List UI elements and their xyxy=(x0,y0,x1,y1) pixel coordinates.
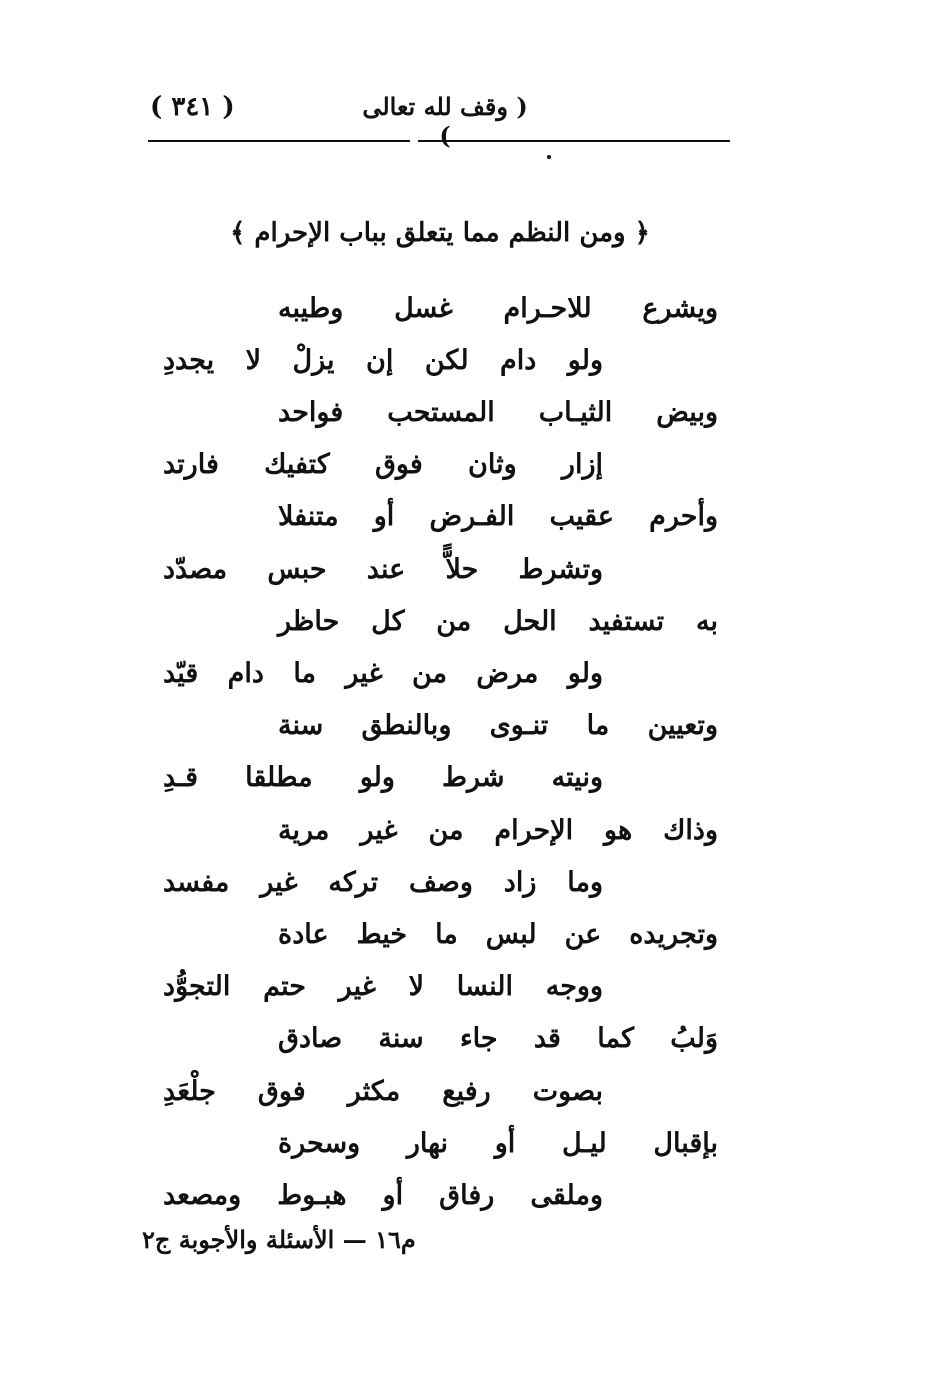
verse-word: حاظر xyxy=(278,605,340,637)
verse-word: التجوُّد xyxy=(163,971,231,1003)
verse-word: ولو xyxy=(359,762,395,794)
verse-word: أو xyxy=(373,501,395,533)
verse-word: لا xyxy=(245,344,262,376)
verse-word: لبس xyxy=(485,918,537,950)
verse-word: إن xyxy=(366,344,394,376)
verse-word: خيط xyxy=(356,918,408,950)
verse-line xyxy=(278,808,718,852)
verse-word: تركه xyxy=(328,866,379,898)
verse-word: هو xyxy=(604,814,633,846)
verse-word: المستحب xyxy=(387,396,495,428)
verse-word: مصدّد xyxy=(163,553,228,585)
verse-word: النسا xyxy=(456,971,513,1003)
verse-word: وَلبُ xyxy=(670,1023,718,1055)
verse-word: وما xyxy=(567,866,603,898)
verse-word: وثان xyxy=(468,449,517,481)
verse-word: وبيض xyxy=(656,396,718,428)
verse-word: الفـرض xyxy=(429,501,515,533)
verse-word: وبالنطق xyxy=(361,710,452,742)
verse-word: كتفيك xyxy=(264,449,330,481)
verse-word: نهار xyxy=(406,1127,449,1159)
page-number: ( ٣٤١ ) xyxy=(150,92,235,122)
verse-word: وذاك xyxy=(663,814,718,846)
verse-word: الإحرام xyxy=(494,814,574,846)
verse-word: حبس xyxy=(267,553,327,585)
verse-word: الحل xyxy=(503,605,557,637)
verse-line xyxy=(278,704,718,748)
verse-word: لكن xyxy=(424,344,469,376)
verse-word: مكثر xyxy=(347,1075,401,1107)
verse-word: أو xyxy=(382,1179,404,1211)
verse-word: غير xyxy=(260,866,298,898)
verse-word: يزلْ xyxy=(292,344,335,376)
verse-word: عند xyxy=(366,553,406,585)
verse-word: بإقبال xyxy=(653,1127,718,1159)
verse-word: ولو xyxy=(567,657,603,689)
verse-word: دام xyxy=(227,657,264,689)
verse-word: ووجه xyxy=(545,971,603,1003)
verse-word: يجددِ xyxy=(163,344,215,376)
verse-word: عادة xyxy=(278,918,329,950)
verse-line xyxy=(278,1121,718,1165)
verse-word: وملقى xyxy=(530,1179,603,1211)
header-rule-left xyxy=(148,140,410,142)
verse-line xyxy=(163,1069,603,1113)
verse-word: تنـوى xyxy=(489,710,549,742)
verse-word: كما xyxy=(597,1023,634,1055)
verse-line xyxy=(163,1173,603,1217)
verse-word: حلاًّ xyxy=(445,553,479,585)
verse-word: ولو xyxy=(567,344,603,376)
verse-word: ما xyxy=(293,657,317,689)
header-rule-right xyxy=(418,140,730,142)
verse-word: فارتد xyxy=(163,449,219,481)
verse-word: سنة xyxy=(378,1023,424,1055)
running-title: ( وقف لله تعالى ) xyxy=(362,92,528,150)
verse-word: حتم xyxy=(263,971,306,1003)
verse-word: كل xyxy=(371,605,405,637)
verse-word: من xyxy=(411,657,447,689)
verse-word: سنة xyxy=(278,710,324,742)
verse-word: عقيب xyxy=(549,501,614,533)
verse-word: جلْعَدِ xyxy=(163,1075,216,1107)
verse-word: فوق xyxy=(257,1075,306,1107)
verse-word: للاحـرام xyxy=(503,292,592,324)
verse-line xyxy=(163,547,603,591)
verse-word: رفاق xyxy=(439,1179,495,1211)
verse-word: غير xyxy=(345,657,383,689)
verse-line xyxy=(278,495,718,539)
verse-line xyxy=(163,756,603,800)
verse-line xyxy=(278,912,718,956)
verse-word: قيّد xyxy=(163,657,199,689)
verse-word: لا xyxy=(408,971,425,1003)
verse-line xyxy=(163,651,603,695)
verse-line xyxy=(163,965,603,1009)
verse-word: مفسد xyxy=(163,866,230,898)
verse-word: صادق xyxy=(278,1023,343,1055)
verse-word: ما xyxy=(435,918,458,950)
verse-word: قـدِ xyxy=(163,762,199,794)
verse-word: من xyxy=(436,605,472,637)
verse-word: تستفيد xyxy=(588,605,665,637)
verse-word: دام xyxy=(500,344,537,376)
verse-word: شرط xyxy=(442,762,505,794)
verse-word: بصوت xyxy=(532,1075,603,1107)
verse-word: به xyxy=(696,605,718,637)
verse-word: غسل xyxy=(394,292,453,324)
verse-word: غير xyxy=(338,971,376,1003)
verse-word: ما xyxy=(586,710,610,742)
verse-line xyxy=(163,860,603,904)
verse-word: وتشرط xyxy=(518,553,603,585)
verse-word: ليـل xyxy=(561,1127,607,1159)
verse-line xyxy=(163,338,603,382)
verse-word: غير xyxy=(360,814,398,846)
verse-word: ونيته xyxy=(551,762,603,794)
header-dot xyxy=(547,155,551,159)
verse-line xyxy=(278,1017,718,1061)
verse-word: من xyxy=(428,814,464,846)
verse-word: عن xyxy=(564,918,602,950)
verse-word: وطيبه xyxy=(278,292,344,324)
verse-line xyxy=(278,286,718,330)
verse-word: قد xyxy=(533,1023,561,1055)
verse-word: فوق xyxy=(374,449,423,481)
verse-word: متنفلا xyxy=(278,501,339,533)
verse-word: وتعيين xyxy=(647,710,718,742)
verse-line xyxy=(278,599,718,643)
verse-word: ومصعد xyxy=(163,1179,242,1211)
verse-word: فواحد xyxy=(278,396,344,428)
verse-word: وأحرم xyxy=(649,501,718,533)
section-title: ﴿ ومن النظم مما يتعلق بباب الإحرام ﴾ xyxy=(230,218,650,248)
verse-word: زاد xyxy=(503,866,537,898)
verse-word: وصف xyxy=(408,866,473,898)
verse-word: إزار xyxy=(561,449,603,481)
verse-line xyxy=(163,443,603,487)
verse-word: مطلقا xyxy=(245,762,313,794)
printer-signature: م١٦ — الأسئلة والأجوبة ج٢ xyxy=(142,1225,416,1254)
verse-word: وسحرة xyxy=(278,1127,361,1159)
verse-word: جاء xyxy=(459,1023,498,1055)
verse-word: هبـوط xyxy=(277,1179,347,1211)
verse-word: وتجريده xyxy=(629,918,718,950)
verse-word: رفيع xyxy=(442,1075,491,1107)
verse-word: مرض xyxy=(476,657,539,689)
verse-word: أو xyxy=(494,1127,516,1159)
verse-word: الثيـاب xyxy=(538,396,613,428)
verse-word: مرية xyxy=(278,814,330,846)
verse-word: ويشرع xyxy=(642,292,718,324)
verse-line xyxy=(278,390,718,434)
